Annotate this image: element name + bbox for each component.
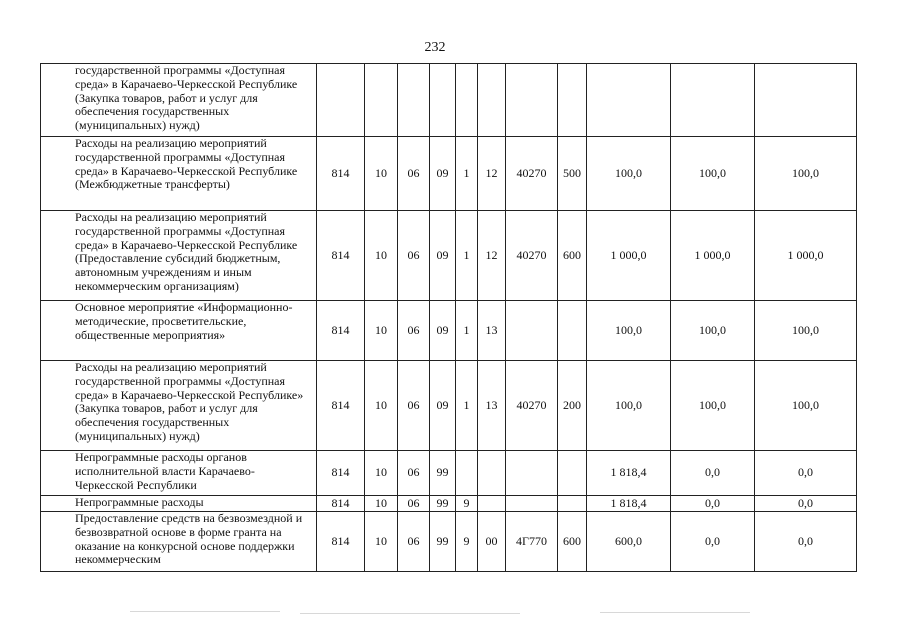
row-description: Непрограммные расходы <box>41 496 317 512</box>
code-cell: 9 <box>456 496 478 512</box>
code-cell: 12 <box>478 211 506 301</box>
amount-cell: 0,0 <box>671 512 755 572</box>
code-cell: 1 <box>456 137 478 211</box>
code-cell: 99 <box>430 451 456 496</box>
amount-cell: 0,0 <box>755 451 857 496</box>
amount-cell: 1 818,4 <box>587 451 671 496</box>
code-cell: 1 <box>456 361 478 451</box>
code-cell: 40270 <box>506 137 558 211</box>
amount-cell: 600,0 <box>587 512 671 572</box>
code-cell: 814 <box>317 301 365 361</box>
row-description: Непрограммные расходы органов исполнительной власти Карачаево-Черкесской Республики <box>41 451 317 496</box>
row-description: Основное мероприятие «Информационно-методические, просветительские, общественные мероприятия» <box>41 301 317 361</box>
amount-cell: 1 000,0 <box>587 211 671 301</box>
code-cell: 09 <box>430 301 456 361</box>
row-description: Расходы на реализацию мероприятий государственной программы «Доступная среда» в Карачаево-Черкесской Республике» (Закупка товаров, работ и услуг для обеспечения государственных (муниципальных) нужд) <box>41 361 317 451</box>
code-cell: 814 <box>317 211 365 301</box>
code-cell: 06 <box>398 496 430 512</box>
code-cell: 10 <box>365 512 398 572</box>
code-cell: 40270 <box>506 361 558 451</box>
amount-cell: 100,0 <box>671 301 755 361</box>
code-cell: 10 <box>365 301 398 361</box>
page-number: 232 <box>424 40 446 55</box>
code-cell: 13 <box>478 361 506 451</box>
code-cell <box>365 64 398 137</box>
table-row <box>41 361 857 451</box>
code-cell: 600 <box>558 211 587 301</box>
amount-cell: 0,0 <box>755 496 857 512</box>
row-description: Предоставление средств на безвозмездной и безвозвратной основе в форме гранта на оказание на конкурсной основе поддержки некоммерческим <box>41 512 317 572</box>
table-row <box>41 301 857 361</box>
code-cell: 1 <box>456 301 478 361</box>
amount-cell: 1 818,4 <box>587 496 671 512</box>
code-cell: 09 <box>430 137 456 211</box>
code-cell: 40270 <box>506 211 558 301</box>
amount-cell <box>671 64 755 137</box>
row-description: государственной программы «Доступная среда» в Карачаево-Черкесской Республике (Закупка товаров, работ и услуг для обеспечения государственных (муниципальных) нужд) <box>41 64 317 137</box>
code-cell: 06 <box>398 301 430 361</box>
amount-cell: 1 000,0 <box>755 211 857 301</box>
amount-cell: 100,0 <box>587 361 671 451</box>
code-cell <box>456 64 478 137</box>
table-row <box>41 137 857 211</box>
code-cell: 00 <box>478 512 506 572</box>
code-cell: 4Г770 <box>506 512 558 572</box>
code-cell <box>478 64 506 137</box>
code-cell <box>558 451 587 496</box>
code-cell: 10 <box>365 361 398 451</box>
code-cell <box>506 496 558 512</box>
amount-cell: 100,0 <box>587 137 671 211</box>
scan-artifact-line <box>600 612 750 613</box>
code-cell: 9 <box>456 512 478 572</box>
code-cell: 09 <box>430 361 456 451</box>
code-cell <box>398 64 430 137</box>
table-row <box>41 64 857 137</box>
code-cell <box>558 301 587 361</box>
code-cell: 12 <box>478 137 506 211</box>
code-cell: 13 <box>478 301 506 361</box>
code-cell: 10 <box>365 137 398 211</box>
amount-cell: 0,0 <box>755 512 857 572</box>
code-cell <box>506 451 558 496</box>
code-cell: 814 <box>317 512 365 572</box>
amount-cell: 100,0 <box>671 137 755 211</box>
code-cell: 06 <box>398 512 430 572</box>
code-cell <box>506 301 558 361</box>
code-cell <box>456 451 478 496</box>
code-cell: 06 <box>398 137 430 211</box>
amount-cell: 100,0 <box>755 301 857 361</box>
amount-cell: 100,0 <box>755 361 857 451</box>
amount-cell: 0,0 <box>671 451 755 496</box>
code-cell: 814 <box>317 361 365 451</box>
table-row <box>41 451 857 496</box>
code-cell <box>558 496 587 512</box>
table-body <box>41 64 857 572</box>
code-cell <box>506 64 558 137</box>
code-cell: 10 <box>365 496 398 512</box>
code-cell <box>317 64 365 137</box>
code-cell: 99 <box>430 496 456 512</box>
code-cell: 06 <box>398 361 430 451</box>
amount-cell: 100,0 <box>587 301 671 361</box>
budget-table <box>40 63 857 572</box>
table-row <box>41 496 857 512</box>
code-cell: 600 <box>558 512 587 572</box>
code-cell <box>478 451 506 496</box>
code-cell: 814 <box>317 496 365 512</box>
scan-artifact-line <box>300 613 520 614</box>
amount-cell: 100,0 <box>671 361 755 451</box>
code-cell: 10 <box>365 451 398 496</box>
code-cell: 06 <box>398 211 430 301</box>
amount-cell <box>755 64 857 137</box>
code-cell: 200 <box>558 361 587 451</box>
table-row <box>41 512 857 572</box>
code-cell: 1 <box>456 211 478 301</box>
code-cell <box>478 496 506 512</box>
amount-cell: 0,0 <box>671 496 755 512</box>
table-row <box>41 211 857 301</box>
row-description: Расходы на реализацию мероприятий государственной программы «Доступная среда» в Карачаево-Черкесской Республике (Предоставление субсидий бюджетным, автономным учреждениям и иным некоммерческим организациям) <box>41 211 317 301</box>
code-cell: 814 <box>317 137 365 211</box>
amount-cell <box>587 64 671 137</box>
amount-cell: 100,0 <box>755 137 857 211</box>
code-cell: 500 <box>558 137 587 211</box>
code-cell: 814 <box>317 451 365 496</box>
code-cell: 10 <box>365 211 398 301</box>
code-cell: 09 <box>430 211 456 301</box>
row-description: Расходы на реализацию мероприятий государственной программы «Доступная среда» в Карачаево-Черкесской Республике (Межбюджетные трансферты) <box>41 137 317 211</box>
code-cell <box>558 64 587 137</box>
scan-artifact-line <box>130 611 280 612</box>
code-cell: 99 <box>430 512 456 572</box>
amount-cell: 1 000,0 <box>671 211 755 301</box>
code-cell: 06 <box>398 451 430 496</box>
code-cell <box>430 64 456 137</box>
